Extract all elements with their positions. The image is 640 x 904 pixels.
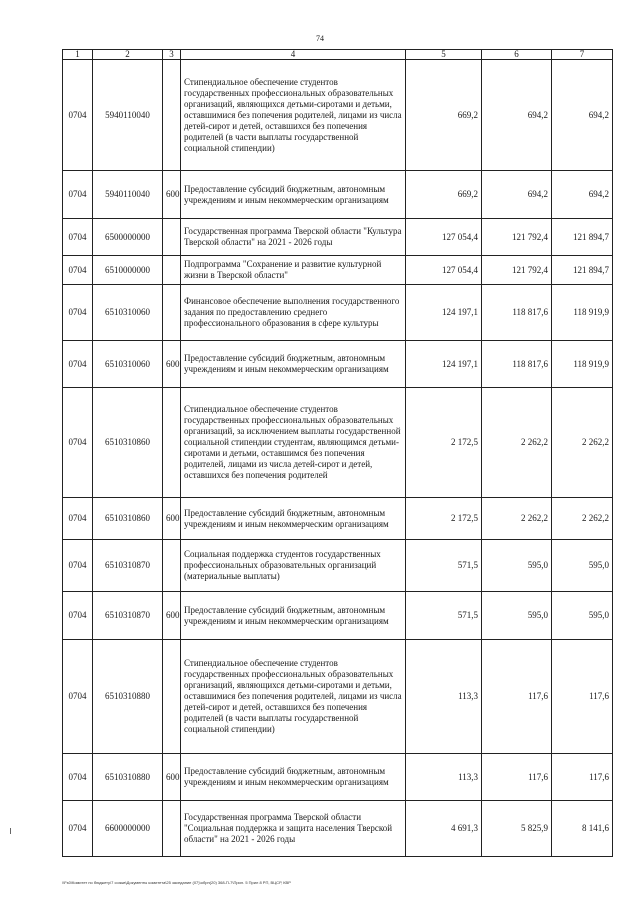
row-name: Стипендиальное обеспечение студентов государственных профессиональных образовательных организаций, являющихся детьми-сиротами и детьми, оставшимися без попечения родителей, лицами из числа детей-сирот и детей, оставшихся без попечения родителей (в части выплаты государственной социальной стипендии) — [181, 60, 406, 171]
row-target-code: 5940110040 — [93, 60, 163, 171]
row-target-code: 6600000000 — [93, 801, 163, 857]
row-section-code: 0704 — [63, 219, 93, 256]
table-row — [63, 219, 613, 256]
row-name: Социальная поддержка студентов государственных профессиональных образовательных организаций (материальные выплаты) — [181, 540, 406, 592]
row-value-col5: 2 172,5 — [406, 388, 482, 498]
row-expense-type — [163, 801, 181, 857]
row-section-code: 0704 — [63, 498, 93, 540]
row-value-col6: 595,0 — [482, 592, 552, 640]
row-value-col6: 118 817,6 — [482, 285, 552, 341]
row-section-code: 0704 — [63, 540, 93, 592]
row-value-col7: 118 919,9 — [552, 285, 613, 341]
table-row — [63, 640, 613, 754]
header-cell: 4 — [181, 50, 406, 60]
header-row — [63, 50, 613, 60]
row-name: Предоставление субсидий бюджетным, автономным учреждениям и иным некоммерческим организациям — [181, 171, 406, 219]
row-expense-type — [163, 60, 181, 171]
header-cell: 6 — [482, 50, 552, 60]
row-target-code: 6510310870 — [93, 540, 163, 592]
row-expense-type: 600 — [163, 341, 181, 388]
row-value-col5: 4 691,3 — [406, 801, 482, 857]
row-target-code: 6510310860 — [93, 388, 163, 498]
row-value-col5: 669,2 — [406, 171, 482, 219]
row-section-code: 0704 — [63, 801, 93, 857]
footer-path: \\Fs0\Комитет по бюджету\7 созыв\Документы комитета\25 заседание (07)\обрн(20) 368-П-7\Прил. 5 Прил 8 РП, ВЦСР, КВР — [62, 880, 291, 885]
row-expense-type — [163, 540, 181, 592]
header-cell: 1 — [63, 50, 93, 60]
row-name: Государственная программа Тверской области "Культура Тверской области" на 2021 - 2026 годы — [181, 219, 406, 256]
row-value-col7: 595,0 — [552, 540, 613, 592]
row-expense-type — [163, 388, 181, 498]
page-number: 74 — [316, 34, 324, 43]
row-value-col7: 694,2 — [552, 60, 613, 171]
row-target-code: 6500000000 — [93, 219, 163, 256]
row-name: Стипендиальное обеспечение студентов государственных профессиональных образовательных организаций, являющихся детьми-сиротами и детьми, оставшимися без попечения родителей, лицами из числа детей-сирот и детей, оставшихся без попечения родителей (в части выплаты государственной социальной стипендии) — [181, 640, 406, 754]
row-value-col5: 127 054,4 — [406, 219, 482, 256]
row-value-col6: 2 262,2 — [482, 388, 552, 498]
row-expense-type — [163, 256, 181, 285]
row-value-col6: 2 262,2 — [482, 498, 552, 540]
header-cell: 3 — [163, 50, 181, 60]
row-section-code: 0704 — [63, 754, 93, 801]
row-target-code: 6510310060 — [93, 341, 163, 388]
row-expense-type — [163, 219, 181, 256]
row-value-col7: 595,0 — [552, 592, 613, 640]
budget-table — [62, 49, 613, 857]
row-section-code: 0704 — [63, 341, 93, 388]
row-value-col6: 117,6 — [482, 640, 552, 754]
table-row — [63, 592, 613, 640]
row-value-col5: 127 054,4 — [406, 256, 482, 285]
row-name: Подпрограмма "Сохранение и развитие культурной жизни в Тверской области" — [181, 256, 406, 285]
row-expense-type: 600 — [163, 754, 181, 801]
row-target-code: 6510310880 — [93, 640, 163, 754]
row-value-col5: 113,3 — [406, 640, 482, 754]
row-value-col6: 121 792,4 — [482, 256, 552, 285]
table-row — [63, 801, 613, 857]
row-name: Финансовое обеспечение выполнения государственного задания по предоставлению среднего профессионального образования в сфере культуры — [181, 285, 406, 341]
row-value-col6: 5 825,9 — [482, 801, 552, 857]
row-value-col7: 8 141,6 — [552, 801, 613, 857]
row-value-col7: 118 919,9 — [552, 341, 613, 388]
row-section-code: 0704 — [63, 60, 93, 171]
row-value-col6: 118 817,6 — [482, 341, 552, 388]
row-target-code: 6510000000 — [93, 256, 163, 285]
row-name: Предоставление субсидий бюджетным, автономным учреждениям и иным некоммерческим организациям — [181, 498, 406, 540]
row-value-col7: 121 894,7 — [552, 219, 613, 256]
row-section-code: 0704 — [63, 171, 93, 219]
row-target-code: 6510310060 — [93, 285, 163, 341]
row-value-col6: 694,2 — [482, 60, 552, 171]
header-cell: 5 — [406, 50, 482, 60]
row-value-col6: 121 792,4 — [482, 219, 552, 256]
row-target-code: 5940110040 — [93, 171, 163, 219]
row-section-code: 0704 — [63, 285, 93, 341]
table-row — [63, 341, 613, 388]
row-name: Государственная программа Тверской области "Социальная поддержка и защита населения Тверской области" на 2021 - 2026 годы — [181, 801, 406, 857]
row-name: Предоставление субсидий бюджетным, автономным учреждениям и иным некоммерческим организациям — [181, 754, 406, 801]
header-cell: 7 — [552, 50, 613, 60]
row-value-col7: 2 262,2 — [552, 498, 613, 540]
table-row — [63, 256, 613, 285]
row-value-col7: 2 262,2 — [552, 388, 613, 498]
row-value-col5: 2 172,5 — [406, 498, 482, 540]
row-value-col5: 571,5 — [406, 592, 482, 640]
row-value-col6: 694,2 — [482, 171, 552, 219]
table-row — [63, 498, 613, 540]
row-value-col5: 571,5 — [406, 540, 482, 592]
header-cell: 2 — [93, 50, 163, 60]
row-target-code: 6510310880 — [93, 754, 163, 801]
row-expense-type: 600 — [163, 592, 181, 640]
row-name: Предоставление субсидий бюджетным, автономным учреждениям и иным некоммерческим организациям — [181, 341, 406, 388]
row-value-col5: 124 197,1 — [406, 341, 482, 388]
row-name: Стипендиальное обеспечение студентов государственных профессиональных образовательных организаций, за исключением выплаты государственной социальной стипендии студентам, являющимся детьми-сиротами и детьми, оставшимся без попечения родителей, лицами из числа детей-сирот и детей, оставшихся без попечения родителей — [181, 388, 406, 498]
row-value-col7: 694,2 — [552, 171, 613, 219]
row-section-code: 0704 — [63, 256, 93, 285]
margin-mark — [10, 828, 11, 834]
table-row — [63, 171, 613, 219]
table-row — [63, 285, 613, 341]
table-row — [63, 754, 613, 801]
row-value-col6: 117,6 — [482, 754, 552, 801]
row-name: Предоставление субсидий бюджетным, автономным учреждениям и иным некоммерческим организациям — [181, 592, 406, 640]
row-value-col7: 121 894,7 — [552, 256, 613, 285]
row-target-code: 6510310870 — [93, 592, 163, 640]
row-value-col5: 124 197,1 — [406, 285, 482, 341]
row-expense-type — [163, 285, 181, 341]
row-expense-type: 600 — [163, 498, 181, 540]
row-value-col5: 113,3 — [406, 754, 482, 801]
row-value-col7: 117,6 — [552, 640, 613, 754]
row-target-code: 6510310860 — [93, 498, 163, 540]
row-expense-type — [163, 640, 181, 754]
table-row — [63, 540, 613, 592]
row-section-code: 0704 — [63, 640, 93, 754]
table-row — [63, 60, 613, 171]
table-row — [63, 388, 613, 498]
row-section-code: 0704 — [63, 388, 93, 498]
row-expense-type: 600 — [163, 171, 181, 219]
row-value-col7: 117,6 — [552, 754, 613, 801]
row-value-col5: 669,2 — [406, 60, 482, 171]
row-section-code: 0704 — [63, 592, 93, 640]
row-value-col6: 595,0 — [482, 540, 552, 592]
